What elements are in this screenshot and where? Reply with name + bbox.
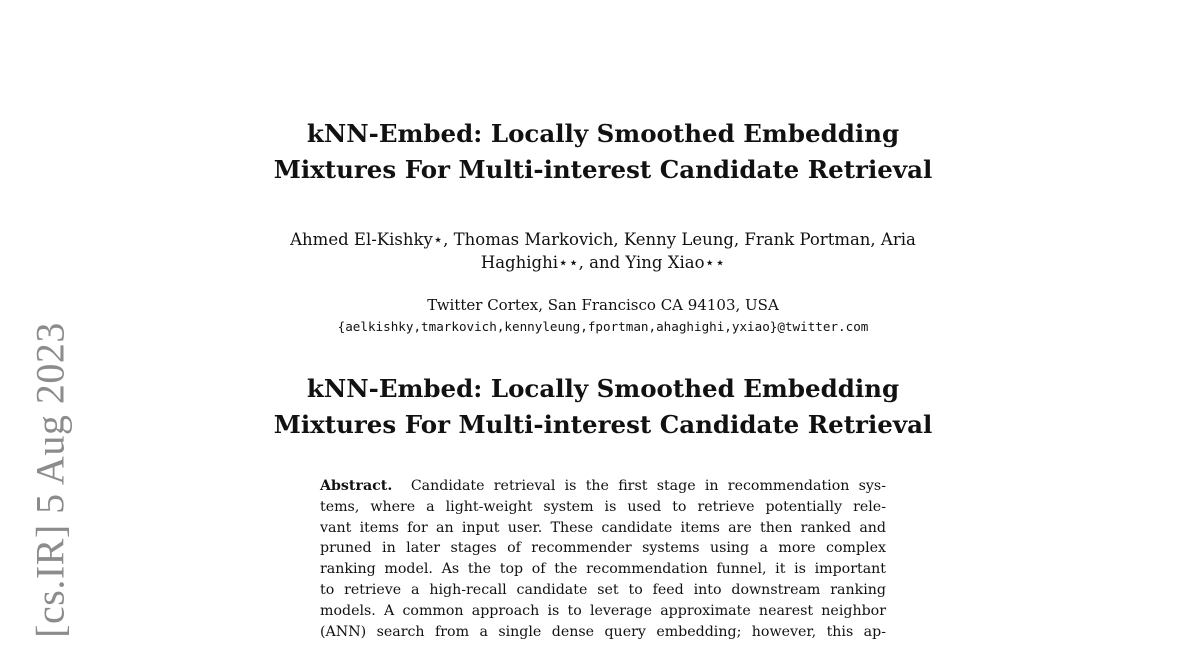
author-list-line-1: Ahmed El-Kishky⋆, Thomas Markovich, Kenny Leung, Frank Portman, Aria <box>290 230 916 249</box>
author-emails: {aelkishky,tmarkovich,kennyleung,fportman,ahaghighi,yxiao}@twitter.com <box>337 319 869 334</box>
abstract-line: tems, where a light-weight system is used to retrieve potentially rele- <box>320 498 886 515</box>
abstract-line: models. A common approach is to leverage approximate nearest neighbor <box>320 602 886 619</box>
abstract-line: to retrieve a high-recall candidate set to feed into downstream ranking <box>320 581 886 598</box>
abstract-line: vant items for an input user. These candidate items are then ranked and <box>320 519 886 536</box>
abstract-label: Abstract. <box>320 478 393 494</box>
author-list <box>270 228 936 274</box>
abstract-line: (ANN) search from a single dense query embedding; however, this ap- <box>320 623 886 640</box>
repeated-paper-title <box>0 371 1200 443</box>
repeated-title-line-2: Mixtures For Multi-interest Candidate Retrieval <box>273 410 933 439</box>
abstract <box>320 476 886 642</box>
affiliation: Twitter Cortex, San Francisco CA 94103, USA <box>427 296 779 314</box>
abstract-line <box>320 476 886 497</box>
abstract-line: pruned in later stages of recommender systems using a more complex <box>320 540 886 557</box>
arxiv-sidebar-stamp: [cs.IR] 5 Aug 2023 <box>27 322 73 638</box>
abstract-line: ranking model. As the top of the recommendation funnel, it is important <box>320 561 886 578</box>
repeated-title-line-1: kNN-Embed: Locally Smoothed Embedding <box>306 374 900 403</box>
author-list-line-2: Haghighi⋆⋆, and Ying Xiao⋆⋆ <box>480 253 726 272</box>
paper-title-line-2: Mixtures For Multi-interest Candidate Retrieval <box>273 155 933 184</box>
paper-title <box>0 116 1200 188</box>
abstract-line-text: Candidate retrieval is the first stage in recommendation sys- <box>410 478 887 494</box>
paper-title-line-1: kNN-Embed: Locally Smoothed Embedding <box>306 119 900 148</box>
